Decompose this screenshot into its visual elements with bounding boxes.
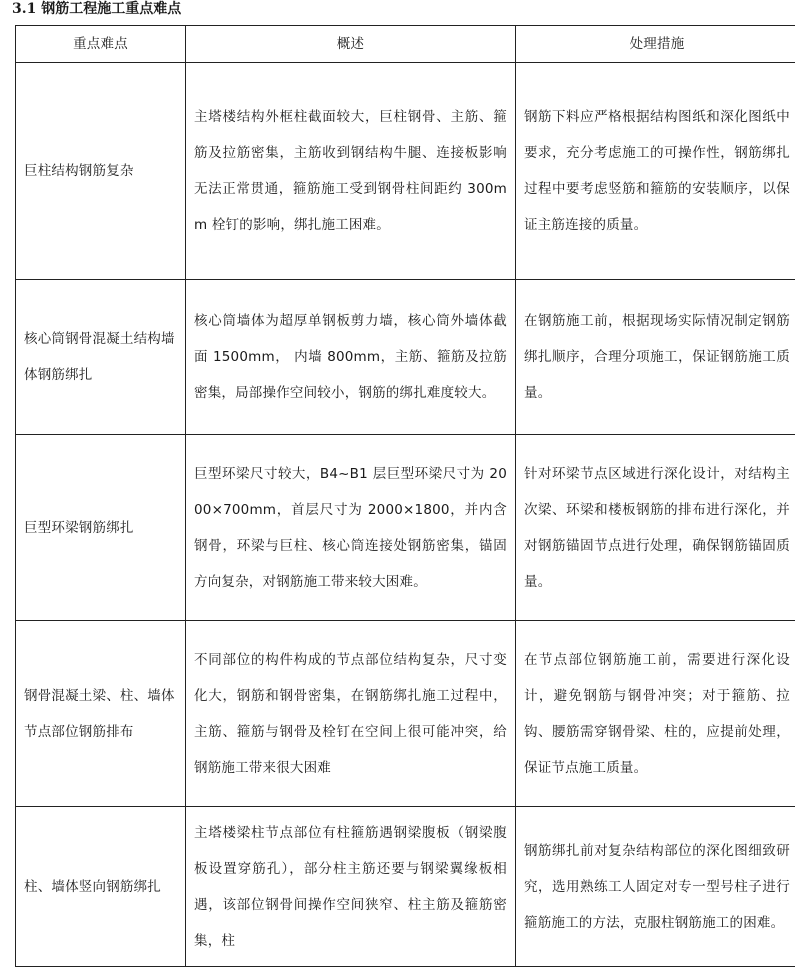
cell-overview: 核心筒墙体为超厚单钢板剪力墙，核心筒外墙体截面 1500mm， 内墙 800mm，主筋、箍筋及拉筋密集，局部操作空间较小，钢筋的绑扎难度较大。 xyxy=(186,280,516,435)
cell-measures: 针对环梁节点区域进行深化设计，对结构主次梁、环梁和楼板钢筋的排布进行深化，并对钢筋锚固节点进行处理，确保钢筋锚固质量。 xyxy=(516,435,795,621)
cell-overview: 不同部位的构件构成的节点部位结构复杂，尺寸变化大，钢筋和钢骨密集，在钢筋绑扎施工过程中，主筋、箍筋与钢骨及栓钉在空间上很可能冲突，给钢筋施工带来很大困难 xyxy=(186,621,516,807)
cell-measures: 钢筋绑扎前对复杂结构部位的深化图细致研究，选用熟练工人固定对专一型号柱子进行箍筋施工的方法，克服柱钢筋施工的困难。 xyxy=(516,807,795,967)
cell-difficulty: 钢骨混凝土梁、柱、墙体节点部位钢筋排布 xyxy=(16,621,186,807)
cell-overview: 主塔楼结构外框柱截面较大，巨柱钢骨、主筋、箍筋及拉筋密集，主筋收到钢结构牛腿、连接板影响无法正常贯通，箍筋施工受到钢骨柱间距约 300mm 栓钉的影响，绑扎施工困难。 xyxy=(186,63,516,280)
cell-difficulty: 柱、墙体竖向钢筋绑扎 xyxy=(16,807,186,967)
cell-overview: 主塔楼梁柱节点部位有柱箍筋遇钢梁腹板（钢梁腹板设置穿筋孔），部分柱主筋还要与钢梁翼缘板相遇，该部位钢骨间操作空间狭窄、柱主筋及箍筋密集，柱 xyxy=(186,807,516,967)
table-row xyxy=(16,435,795,621)
table-row xyxy=(16,280,795,435)
cell-measures: 钢筋下料应严格根据结构图纸和深化图纸中要求，充分考虑施工的可操作性，钢筋绑扎过程中要考虑竖筋和箍筋的安装顺序，以保证主筋连接的质量。 xyxy=(516,63,795,280)
header-overview: 概述 xyxy=(186,26,516,63)
cell-measures: 在节点部位钢筋施工前，需要进行深化设计，避免钢筋与钢骨冲突；对于箍筋、拉钩、腰筋需穿钢骨梁、柱的，应提前处理，保证节点施工质量。 xyxy=(516,621,795,807)
section-heading: 3.1 钢筋工程施工重点难点 xyxy=(12,1,182,17)
table-row xyxy=(16,621,795,807)
header-difficulty: 重点难点 xyxy=(16,26,186,63)
header-measures: 处理措施 xyxy=(516,26,795,63)
table-row xyxy=(16,807,795,967)
table-header-row xyxy=(16,26,795,63)
cell-measures: 在钢筋施工前，根据现场实际情况制定钢筋绑扎顺序，合理分项施工，保证钢筋施工质量。 xyxy=(516,280,795,435)
cell-difficulty: 巨柱结构钢筋复杂 xyxy=(16,63,186,280)
cell-difficulty: 巨型环梁钢筋绑扎 xyxy=(16,435,186,621)
difficulty-table xyxy=(15,25,795,967)
cell-difficulty: 核心筒钢骨混凝土结构墙体钢筋绑扎 xyxy=(16,280,186,435)
table-row xyxy=(16,63,795,280)
cell-overview: 巨型环梁尺寸较大，B4~B1 层巨型环梁尺寸为 2000×700mm，首层尺寸为 2000×1800，并内含钢骨，环梁与巨柱、核心筒连接处钢筋密集，锚固方向复杂，对钢筋施工带来较大困难。 xyxy=(186,435,516,621)
